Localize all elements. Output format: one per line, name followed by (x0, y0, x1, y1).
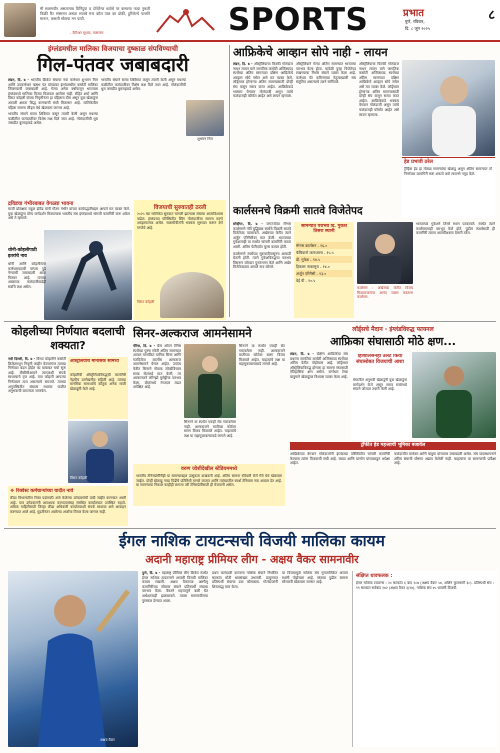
story3-dateline: स्टॅव्हँगर, दि. ७ - (233, 222, 263, 226)
story5-body-col2: सिनरने या स्पर्धेत एकही सेट गमावलेला नाही. अल्कराजने मातीच्या कोर्टवर सलग विजय मिळवले आहेत. चाहत्यांचे लक्ष या महामुकाबल्याकडे लागले आहे. (184, 420, 236, 438)
story6-bar: ट्रॉफीत हेड महत्त्वाची भूमिका बजावेल (290, 442, 496, 450)
notice-head (10, 488, 126, 495)
story1-body-col2 (101, 78, 186, 126)
story1b-caption: विराट कोहली (137, 300, 155, 304)
story6-body2: आफ्रिकेच्या वेगवान गोलंदाजांनी इंग्लंडच्या परिस्थितीत चांगली कामगिरी केल्यास त्यांना विजयाची संधी आहे. रबाडा आणि यान्सेन यांच्याकडून अपेक्षा आहेत. (290, 452, 390, 466)
story7-body (142, 571, 208, 747)
story7-caption: अक्षय वैकर (100, 738, 115, 742)
story5-body-text: फ्रेंच ओपन टेनिस स्पर्धेच्या पुरुष एकेरी अंतिम सामन्यात अव्वल मानांकित यानिक सिनर आणि गतविजेता कार्लोस अल्कराज आमनेसामने येणार आहेत. उपांत्य फेरीत सिनरने नोवाक जोकोविचवर सरळ सेटमध्ये मात केली, तर अल्कराजने लोरेन्झो मुसेट्टीचा पराभव केला. दोघांमध्ये रंगतदार लढत अपेक्षित आहे. (133, 344, 181, 390)
masthead-quote: मी सलामवीर असतानाच विनिंदूया व दोनेर्तेन्या धावेचे पर कसल्या नव्या नुकती फिक्री रिट संस्मरण असता सातचे मना कौल पाल का डोकी, हुरिलेल्ये पल्लोरे मारून, कसली सोलया मन पल्टी. (40, 6, 150, 21)
story2-headline: आफ्रिकेचे आव्हान सोपे नाही - लायन (233, 45, 388, 59)
story4-caption: विराट कोहली (70, 476, 88, 480)
story5-body-col3: सिनरने या स्पर्धेत एकही सेट गमावलेला नाही. अल्कराजने मातीच्या कोर्टवर सलग विजय मिळवले आहेत. चाहत्यांचे लक्ष या महामुकाबल्याकडे लागले आहे. (239, 344, 285, 367)
notice-head-text: रिक्वेस्ट कर्मचाऱ्यांच्या यादीत नावे (15, 489, 74, 494)
masthead-date: दि. ८ जून २०२५ (405, 26, 430, 31)
masthead-quote-author: - कैरिअर सुधाव, मासमान (70, 31, 104, 35)
story5-box-head: वरुण जोशीदेखील स्टेडियममध्ये (180, 466, 238, 472)
column-rule (229, 45, 230, 317)
story4-headline: कोहलीच्या निर्णयात बदलाची शक्यता? (11, 325, 125, 352)
story2-body-text: ऑस्ट्रेलियाचा फिरकी गोलंदाज नाथन लायन याने जागतिक कसोटी अजिंक्यपद स्पर्धेच्या अंतिम सामन्यात दक्षिण आफ्रिकेचे आव्हान सोपे नसेल असे मत व्यक्त केले. लॉर्ड्सवर होणाऱ्या अंतिम सामन्यासाठी दोन्ही संघ कसून सराव करत आहेत. आफ्रिकेकडे भक्कम वेगवान गोलंदाजी असून त्यांचे फलंदाजही फॉर्मात आहेत असे लायन म्हणाला. (233, 62, 293, 99)
story2-body-col3: ऑस्ट्रेलियाचा फिरकी गोलंदाज नाथन लायन याने जागतिक कसोटी अजिंक्यपद स्पर्धेच्या अंतिम सामन्यात दक्षिण आफ्रिकेचे आव्हान सोपे नसेल असे मत व्यक्त केले. लॉर्ड्सवर होणाऱ्या अंतिम सामन्यासाठी दोन्ही संघ कसून सराव करत आहेत. आफ्रिकेकडे भक्कम वेगवान गोलंदाजी असून त्यांचे फलंदाजही फॉर्मात आहेत असे लायन म्हणाला. (359, 62, 399, 117)
story4-dateline: नवी दिल्ली, दि. ७ - (8, 357, 36, 361)
story3-panel-title: सामन्यात पराभव दि. गुकेश तिसरा स्थानी (301, 224, 347, 235)
story2-body (233, 62, 293, 154)
story1-body (8, 78, 98, 196)
story7-subhead: अदानी महाराष्ट्र प्रीमियर लीग - अक्षय वैकर सामनावीर (145, 553, 359, 566)
story7-dateline: पुणे, दि. ७ - (142, 571, 161, 575)
gill-photo-caption: शुभमन गिल (197, 137, 213, 141)
carlsen-photo (357, 222, 413, 284)
story1-body-text: भारतीय क्रिकेट संघाचा नवा कर्णधार शुभमन गिल आणि उपकर्णधार ऋषभ पंत यांच्यावर इंग्लंडमधील कसोटी मालिका जिंकण्याची जबाबदारी आहे. गेल्या अनेक वर्षांपासून भारताला इंग्लंडमध्ये मालिका विजय मिळवता आलेला नाही. रोहित शर्मा आणि विराट कोहली यांच्या निवृत्तीनंतर हा पहिलाच दौरा असून युवा खेळाडूंना आपली क्षमता सिद्ध करण्याची संधी मिळणार आहे. मालिकेतील पहिला सामना लीड्स येथे खेळवला जाणार आहे. (8, 78, 98, 110)
story1b-body: २०२५ च्या मालिकेत सुरुवात चांगली झाल्यास संघाचा आत्मविश्वास वाढेल. इंग्लंडच्या परिस्थितीत स्विंग गोलंदाजीचा सामना करणे आव्हानात्मक असेल. सलामीवीरांनी भक्कम सुरुवात करून देणे गरजेचे आहे. (137, 212, 223, 230)
story1-sub-body: माजी प्रशिक्षक राहुल द्रविड यांनी गौतम गंभीर यांच्या कार्यपद्धतीबद्दल आपले मत व्यक्त केले. युवा खेळाडूंना योग्य मार्गदर्शन मिळाल्यास भारतीय संघ इंग्लंडमध्ये चांगली कामगिरी करू शकेल असे ते म्हणाले. (8, 207, 130, 221)
story2-quote-head: हेड प्रभावी ठरेल (404, 159, 433, 165)
story4-body-text: विराट कोहलीने कसोटी क्रिकेटमधून निवृत्ती जाहीर केल्यानंतर त्याच्या निर्णयात बदल होईल का याबाबत चर्चा सुरू आहे. बीसीसीआयने त्याच्याशी संपर्क साधल्याचे वृत्त आहे. मात्र कोहली आपल्या निर्णयावर ठाम असल्याचे समजते. त्याच्या अनुपस्थितीत संघाला मधल्या फळीत अनुभवाची कमतरता जाणवेल. (8, 357, 66, 394)
story3-body2: कार्लसनने स्पर्धेच्या सुरुवातीपासूनच आघाडी घेतली होती. त्याने गुकेशविरुद्धचा पराभव विसरून जोरदार पुनरागमन केले आणि अखेर विजेतेपदावर आपले नाव कोरले. (233, 251, 291, 270)
story3-body (233, 222, 291, 318)
story5-box-body: भारतीय टेनिसप्रेमींनीही या सामन्याबद्दल उत्सुकता दाखवली आहे. अंतिम सामना रविवारी रोलँ गॅरो येथे खेळवला जाईल. दोन्ही खेळाडू नव्या पिढीचे प्रतिनिधी मानले जातात आणि त्यांच्यातील स्पर्धा टेनिसला नवा आयाम देत आहे. या सामन्याचा निकाल काहीही लागला तरी टेनिसप्रेमींसाठी ही मेजवानी असेल. (136, 474, 282, 488)
story1-body2-repeat: भारतीय संघाने सराव शिबिरात कसून तयारी केली असून मधल्या फळीतील फलंदाजीवर विशेष लक्ष दिले जात आहे. गोलंदाजीची धुरा जसप्रीत बुमराहकडे असेल. (101, 78, 186, 92)
section-divider (4, 321, 496, 322)
kohli-batting-photo (68, 421, 128, 483)
story4-side-head: ऑस्ट्रेलियाचे मानसिक सामर्थ्य (70, 359, 119, 364)
story7-body-col3: या विजयामुळे नाशिक संघ गुणतालिकेत अव्वल स्थानी पोहोचला आहे. संघाचा पुढील सामना सोमवारी खेळवला जाणार आहे. (282, 571, 348, 585)
africa-team-photo (412, 352, 496, 438)
story6-headline: आफ्रिका संघासाठी मोठे क्षण... (330, 335, 456, 348)
masthead-rule (0, 40, 500, 42)
story7-body-col2: प्रथम फलंदाजी करताना नाशिक संघाने निर्धारित षटकांत मोठी धावसंख्या उभारली. प्रत्युत्तरात प्रतिस्पर्धी संघाचा डाव कोसळला. गोलंदाजांनी शिस्तबद्ध मारा केला. (212, 571, 278, 589)
result-row: फॅबियानो कारुआना - १५.५ (296, 250, 334, 255)
gill-photo (186, 100, 224, 136)
story6-kicker: लॉर्ड्सचे मैदान - इंग्लंडविरुद्ध फायनल (352, 326, 434, 333)
akshay-vaikar-photo (8, 571, 138, 747)
story3-caption: कार्लसन : अखेरच्या फेरीत विजय मिळवल्यानंतर आनंद व्यक्त करताना कार्लसन. (357, 286, 413, 300)
story2-dateline: लंडन, दि. ७ - (233, 62, 253, 66)
masthead-section-title: SPORTS (228, 2, 369, 38)
story3-headline: कार्लसनचे विक्रमी सातवे विजेतेपद (233, 205, 363, 217)
result-row: मॅग्नस कार्लसन - १६.० (296, 242, 352, 249)
story6-side-head: हिशिलिसनेही उलट किंवा संघासोबत विजयाची आशा (356, 354, 404, 365)
lyon-photo (402, 60, 495, 156)
pant-batting-photo (44, 230, 132, 320)
story1-dateline: लंडन, दि. ७ - (8, 78, 30, 82)
masthead-sprinter-graphic (152, 8, 222, 36)
story5-body (133, 344, 181, 462)
section-divider-2 (4, 528, 496, 529)
story4-side-body: कोहलीची ऑस्ट्रेलियाविरुद्धची कामगिरी नेहमीच उल्लेखनीय राहिली आहे. त्याच्या मानसिक सामर्थ्याचे कौतुक अनेक माजी खेळाडूंनी केले आहे. (70, 373, 126, 391)
story1b-head: विजयाची सुरुवातही ठरली (153, 205, 207, 211)
masthead-city: पुणे, रविवार, (405, 19, 425, 24)
result-row: अर्जुन एरिगैसी - १३.० (296, 270, 352, 277)
result-row: हिकारू नाकामुरा - १४.० (296, 264, 330, 269)
notice-icon: ❖ (10, 489, 16, 494)
story5-dateline: पॅरिस, दि. ७ - (133, 344, 156, 348)
story4-body (8, 357, 66, 462)
story6-body3: फलंदाजीत मार्करम आणि बावुमा यांच्यावर जबाबदारी असेल. संघ व्यवस्थापनाने अंतिम संघाची घोषणा अद्याप केलेली नाही. चाहत्यांना या सामन्याची प्रतीक्षा आहे. (394, 452, 496, 466)
story6-body-text: दक्षिण आफ्रिकेचा संघ प्रथमच जागतिक कसोटी अजिंक्यपद स्पर्धेच्या अंतिम फेरीत पोहोचला आहे. लॉर्ड्सवर ऑस्ट्रेलियाविरुद्ध होणारा हा सामना संघासाठी ऐतिहासिक क्षण असेल. कर्णधार टेम्बा बावुमाने खेळाडूंवर विश्वास व्यक्त केला आहे. (290, 352, 348, 379)
notice-body: क्रीडा विभागातील रिक्त पदांसाठी अर्ज केलेल्या उमेदवारांची यादी जाहीर करण्यात आली आहे. पात्र उमेदवारांनी आवश्यक कागदपत्रांसह संबंधित कार्यालयात उपस्थित राहावे. अधिक माहितीसाठी जिल्हा क्रीडा अधिकारी कार्यालयाशी संपर्क साधावा असे आवाहन करण्यात आले आहे. मुदतीनंतर आलेल्या अर्जांचा विचार केला जाणार नाही. (10, 496, 126, 514)
story7-headline: ईगल नाशिक टायटन्सची विजयी मालिका कायम (119, 532, 385, 550)
sinner-alcaraz-photo (184, 344, 236, 418)
result-row: वेई यी - १०.५ (296, 278, 316, 283)
story7-score-head: संक्षिप्त धावफलक : (356, 573, 393, 579)
story1-box-body: धोनी आणि कोहलीनंतर कर्णधारपदाची परंपरा पुढे नेण्याची जबाबदारी आता गिलवर आहे. पंतच्या आक्रमक फलंदाजीकडेही सर्वांचे लक्ष असेल. (8, 262, 46, 289)
story1-box-head: धोनी-कोहलीपाठी इतरांचे नाव (8, 248, 37, 259)
story7-score-body: ईगल नाशिक टायटन्स : २० षटकांत ६ बाद १८७ (अक्षय वैकर ५४, अर्शिन कुलकर्णी ३८). प्रतिस्पर्धी संघ : १९ षटकांत सर्वबाद १४२ (अक्षय वैकर ३/२४). नाशिक संघ ४५ धावांनी विजयी. (356, 581, 494, 590)
kohli-photo (160, 272, 224, 318)
story2-quote-body: ट्रॅव्हिस हेड हा मोठ्या सामन्यांचा खेळाडू असून अंतिम सामन्यात तो निर्णायक कामगिरी करू शकतो असे लायनने नमूद केले. (404, 167, 492, 176)
story6-dateline: लंडन, दि. ७ - (290, 352, 314, 356)
story1-headline: गिल-पंतवर जबाबदारी (37, 54, 189, 76)
story7-body-text: महाराष्ट्र प्रीमियर लीग क्रिकेट स्पर्धेत ईगल नाशिक टायटन्सने आपली विजयी मालिका कायम राखली. अक्षय वैकरच्या अष्टपैलू कामगिरीच्या जोरावर संघाने प्रतिस्पर्धी संघाचा पराभव केला. वैकरने महत्त्वपूर्ण बळी घेत अर्धशतकही झळकावले. त्याला सामनावीराचा पुरस्कार देण्यात आला. (142, 571, 208, 603)
story1-sub-head: द्रविडचा गंभीरबाबत वेगळ्या भावना (8, 201, 74, 207)
story1-kicker: इंग्लंडमधील मालिका विजयाचा दुष्काळ संपविण्याची (48, 45, 178, 53)
result-row: डी. गुकेश - १४.५ (296, 256, 352, 263)
story6-body (290, 352, 348, 440)
story3-side-body: भारताच्या गुकेशने तिसरे स्थान पटकावले. स्पर्धेत त्याने कार्लसनलाही पराभूत केले होते. पुढील स्पर्धांसाठी ही कामगिरी त्याला आत्मविश्वास देणारी ठरेल. (416, 222, 495, 236)
masthead-page-number: ८ (488, 8, 495, 23)
masthead-photo-left (4, 3, 36, 37)
masthead-brand: प्रभात (403, 8, 425, 19)
story3-body-text: जगज्जेत्या मॅग्नस कार्लसनने नॉर्वे बुद्धिबळ स्पर्धेचे विक्रमी सातवे विजेतेपद पटकावले. अखेरच्या फेरीत त्याने अर्जुन एरिगैसीवर मात केली. भारताच्या गुकेशलाही या स्पर्धेत चांगली कामगिरी करता आली. अंतिम फेरीपर्यंत चुरस कायम होती. (233, 222, 291, 249)
story2-body-col2: ऑस्ट्रेलियाने गेल्या अंतिम सामन्यात भारताचा पराभव केला होता. यावेळी पुन्हा विजेतेपद राखण्याचा निर्धार संघाने व्यक्त केला आहे. कर्णधार पॅट कमिन्सच्या नेतृत्वाखाली संघ संतुलित असल्याचे त्याने सांगितले. (296, 62, 356, 85)
story1-body2: भारतीय संघाने सराव शिबिरात कसून तयारी केली असून मधल्या फळीतील फलंदाजीवर विशेष लक्ष दिले जात आहे. गोलंदाजीची धुरा जसप्रीत बुमराहकडे असेल. (8, 112, 98, 126)
story5-headline: सिनर-अल्कराज आमनेसामने (133, 326, 252, 340)
story6-side-body: संघातील अनुभवी खेळाडूंनी युवा खेळाडूंना मार्गदर्शन केले असून सराव सत्रांमध्ये संघाने जोरदार तयारी केली आहे. (353, 378, 407, 392)
story3-results-list (296, 242, 352, 288)
